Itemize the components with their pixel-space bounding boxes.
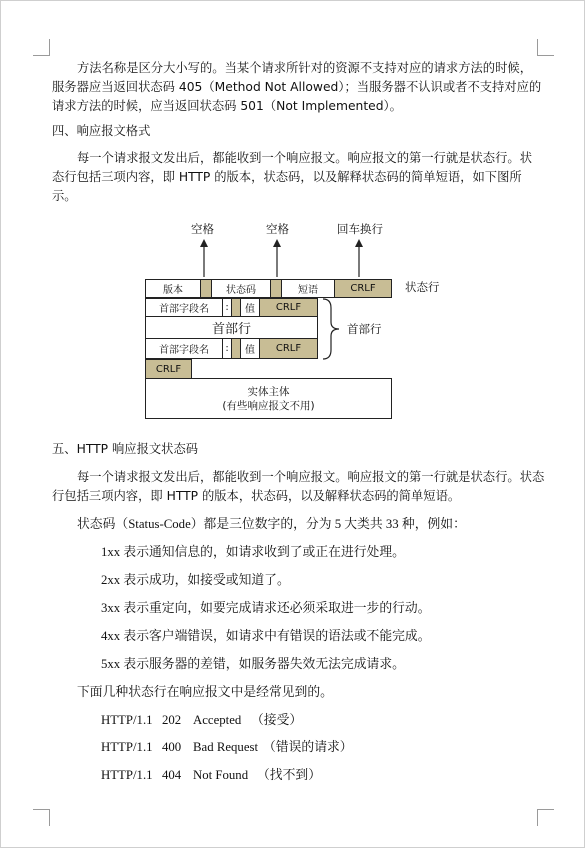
header-crlf-1: CRLF bbox=[259, 298, 318, 317]
status-version-cell: 版本 bbox=[145, 279, 201, 298]
section4-line-1: 每一个请求报文发出后，都能收到一个响应报文。响应报文的第一行就是状态行。状 bbox=[77, 151, 532, 165]
example-version: HTTP/1.1 bbox=[101, 713, 153, 727]
entity-body bbox=[145, 378, 392, 419]
example-phrase: Accepted bbox=[193, 713, 242, 727]
example-code: 202 bbox=[162, 713, 182, 727]
header-field-name-1: 首部字段名 bbox=[145, 298, 223, 317]
status-class-2xx: 2xx 表示成功，如接受或知道了。 bbox=[101, 573, 290, 587]
status-phrase-cell: 短语 bbox=[281, 279, 335, 298]
para1-line-3: 请求方法的时候，应当返回状态码 501（Not Implemented）。 bbox=[52, 99, 402, 113]
status-code-cell: 状态码 bbox=[211, 279, 271, 298]
label-space-2: 空格 bbox=[266, 222, 289, 236]
para1-line-1: 方法名称是区分大小写的。当某个请求所针对的资源不支持对应的请求方法的时候， bbox=[77, 61, 532, 75]
example-version: HTTP/1.1 bbox=[101, 740, 153, 754]
section4-line-3: 示。 bbox=[52, 189, 77, 203]
status-class-1xx: 1xx 表示通知信息的，如请求收到了或正在进行处理。 bbox=[101, 545, 405, 559]
label-space-1: 空格 bbox=[191, 222, 214, 236]
section5-line-1: 每一个请求报文发出后，都能收到一个响应报文。响应报文的第一行就是状态行。状态 bbox=[77, 470, 545, 484]
label-crlf: 回车换行 bbox=[337, 222, 383, 236]
example-code: 400 bbox=[162, 740, 182, 754]
header-colon-1: : bbox=[222, 298, 232, 317]
common-status-intro: 下面几种状态行在响应报文中是经常见到的。 bbox=[77, 685, 333, 699]
para1-line-2: 服务器应当返回状态码 405（Method Not Allowed）；当服务器不认识或者不支持对应的 bbox=[52, 80, 542, 94]
crop-mark-top-left bbox=[33, 39, 50, 56]
entity-body-note: (有些响应报文不用) bbox=[222, 399, 315, 412]
header-middle-row: 首部行 bbox=[145, 316, 318, 339]
example-phrase: Not Found bbox=[193, 768, 249, 782]
header-brace bbox=[321, 298, 345, 360]
example-note: （找不到） bbox=[257, 768, 321, 782]
status-row-label: 状态行 bbox=[405, 280, 440, 294]
header-section-label: 首部行 bbox=[347, 322, 382, 336]
section4-line-2: 态行包括三项内容，即 HTTP 的版本，状态码，以及解释状态码的简单短语，如下图所 bbox=[52, 170, 522, 184]
crop-mark-bottom-right bbox=[537, 809, 554, 826]
header-crlf-2: CRLF bbox=[259, 338, 318, 359]
section5-heading: 五、HTTP 响应报文状态码 bbox=[52, 442, 199, 456]
header-field-name-2: 首部字段名 bbox=[145, 338, 223, 359]
status-class-4xx: 4xx 表示客户端错误，如请求中有错误的语法或不能完成。 bbox=[101, 629, 431, 643]
header-value-1: 值 bbox=[240, 298, 260, 317]
arrows bbox=[141, 215, 411, 285]
blank-line-crlf: CRLF bbox=[145, 359, 192, 379]
status-code-intro: 状态码（Status-Code）都是三位数字的，分为 5 大类共 33 种，例如： bbox=[77, 517, 466, 531]
example-code: 404 bbox=[162, 768, 182, 782]
example-version: HTTP/1.1 bbox=[101, 768, 153, 782]
header-colon-2: : bbox=[222, 338, 232, 359]
section4-heading: 四、响应报文格式 bbox=[52, 124, 151, 138]
header-value-2: 值 bbox=[240, 338, 260, 359]
status-class-5xx: 5xx 表示服务器的差错，如服务器失效无法完成请求。 bbox=[101, 657, 405, 671]
status-crlf-cell: CRLF bbox=[334, 279, 392, 298]
crop-mark-top-right bbox=[537, 39, 554, 56]
section5-line-2: 行包括三项内容，即 HTTP 的版本，状态码，以及解释状态码的简单短语。 bbox=[52, 489, 461, 503]
entity-body-title: 实体主体 bbox=[247, 385, 290, 398]
example-phrase: Bad Request bbox=[193, 740, 259, 754]
example-note: （错误的请求） bbox=[263, 740, 353, 754]
example-note: （接受） bbox=[251, 713, 303, 727]
crop-mark-bottom-left bbox=[33, 809, 50, 826]
status-class-3xx: 3xx 表示重定向，如要完成请求还必须采取进一步的行动。 bbox=[101, 601, 431, 615]
